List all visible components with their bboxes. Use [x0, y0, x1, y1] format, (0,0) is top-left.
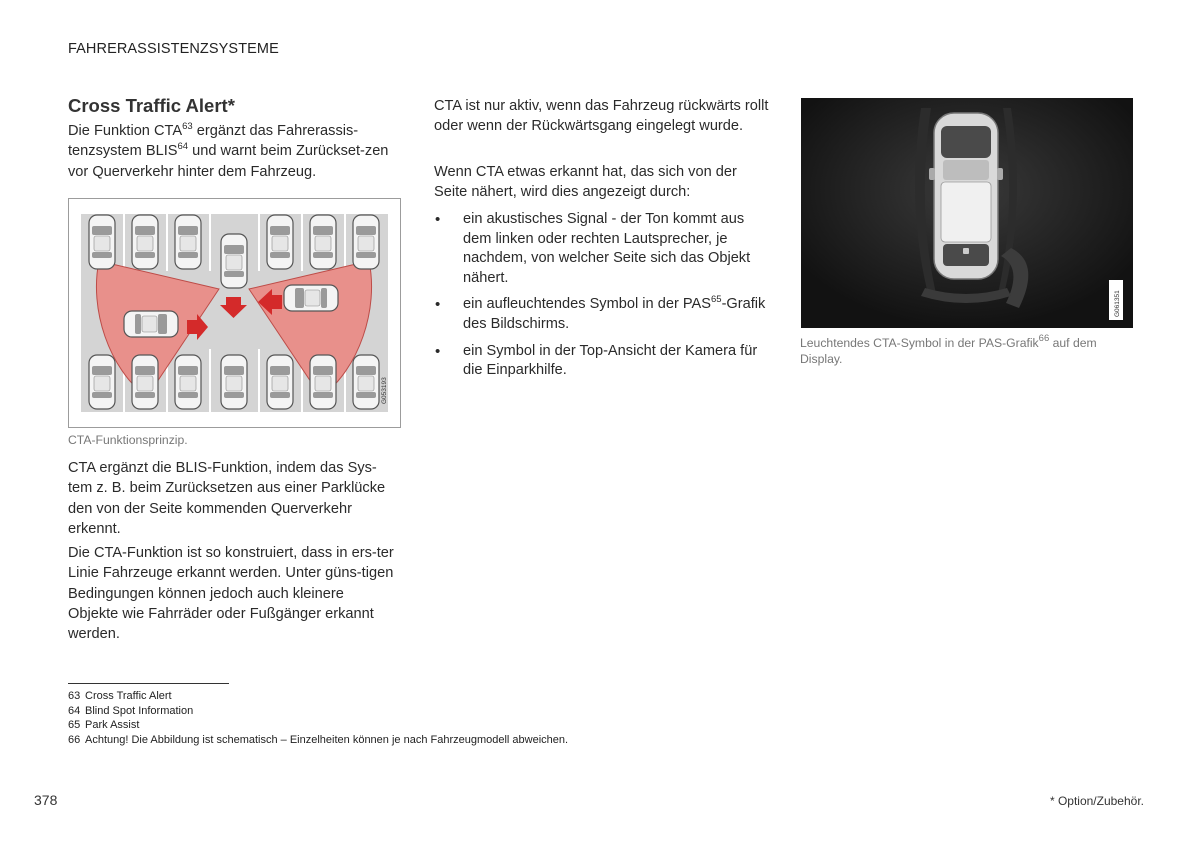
body-paragraph: CTA ergänzt die BLIS-Funktion, indem das Sys-tem z. B. beim Zurücksetzen aus einer Parklücke den von der Seite kommenden Querverkehr erkennt. [68, 460, 386, 537]
footnote: 63 Cross Traffic Alert [68, 690, 172, 702]
indicator-list [434, 210, 769, 388]
camera-top-view-figure [801, 98, 1133, 328]
footnote-ref-63[interactable]: 63 [182, 121, 193, 132]
page-title: Cross Traffic Alert* [68, 95, 235, 116]
bullet-icon: • [435, 211, 441, 228]
reversing-car [221, 234, 247, 288]
car-top-view-icon [929, 113, 1003, 279]
page-number: 378 [34, 792, 58, 808]
footnote-ref-66[interactable]: 66 [1038, 333, 1050, 344]
list-item: • ein akustisches Signal - der Ton kommt aus dem linken oder rechten Lautsprecher, je nachdem, von welcher Seite sich das Objekt nähert. [435, 211, 751, 286]
cta-principle-figure [68, 198, 401, 428]
figure-code: G061351 [1114, 290, 1121, 317]
footnote-divider [68, 683, 229, 684]
camera-view [801, 98, 1133, 328]
parked-cars-bottom [89, 355, 379, 409]
footnotes [68, 689, 568, 747]
footnote: 65 Park Assist [68, 719, 140, 731]
list-item: • ein aufleuchtendes Symbol in der PAS$^{65}$-Grafik des Bildschirms. [435, 294, 766, 332]
option-note: * Option/Zubehör. [1049, 794, 1144, 808]
crossing-car-left [124, 311, 178, 337]
footnote-ref-64[interactable]: 64 [177, 141, 189, 153]
figure-code: G053193 [381, 377, 388, 404]
crossing-car-right [284, 285, 338, 311]
footnote: 64 Blind Spot Information [68, 704, 194, 717]
figure-caption: CTA-Funktionsprinzip. [68, 433, 188, 447]
list-item: • ein Symbol in der Top-Ansicht der Kamera für die Einparkhilfe. [435, 342, 758, 379]
intro-paragraph: Die Funktion CTA$^{63}$ ergänzt das Fahrerassis-tenzsystem BLIS$^{64}$ und warnt beim Zurückset-zen vor Querverkehr hinter dem Fahrzeug. [68, 121, 389, 180]
parking-diagram [69, 199, 400, 427]
footnote-ref-65[interactable]: 65 [710, 294, 722, 306]
bullet-icon: • [435, 342, 441, 360]
body-paragraph: CTA ist nur aktiv, wenn das Fahrzeug rückwärts rollt oder wenn der Rückwärtsgang eingelegt wurde. [434, 98, 769, 135]
section-header: FAHRERASSISTENZSYSTEME [68, 41, 279, 57]
body-paragraph: Wenn CTA etwas erkannt hat, das sich von der Seite nähert, wird dies angezeigt durch: [434, 164, 737, 201]
figure-caption: Leuchtendes CTA-Symbol in der PAS-Grafik$^{66}$ auf dem Display. [800, 333, 1097, 366]
body-paragraph: Die CTA-Funktion ist so konstruiert, dass in ers-ter Linie Fahrzeuge erkannt werden. Unter güns-tigen Bedingungen können jedoch auch kleinere Objekte wie Fahrräder oder Fußgänger erkannt werden. [68, 545, 394, 643]
footnote: 66 Achtung! Die Abbildung ist schematisch – Einzelheiten können je nach Fahrzeugmodell abweichen. [68, 733, 569, 746]
bullet-icon: • [435, 296, 441, 314]
